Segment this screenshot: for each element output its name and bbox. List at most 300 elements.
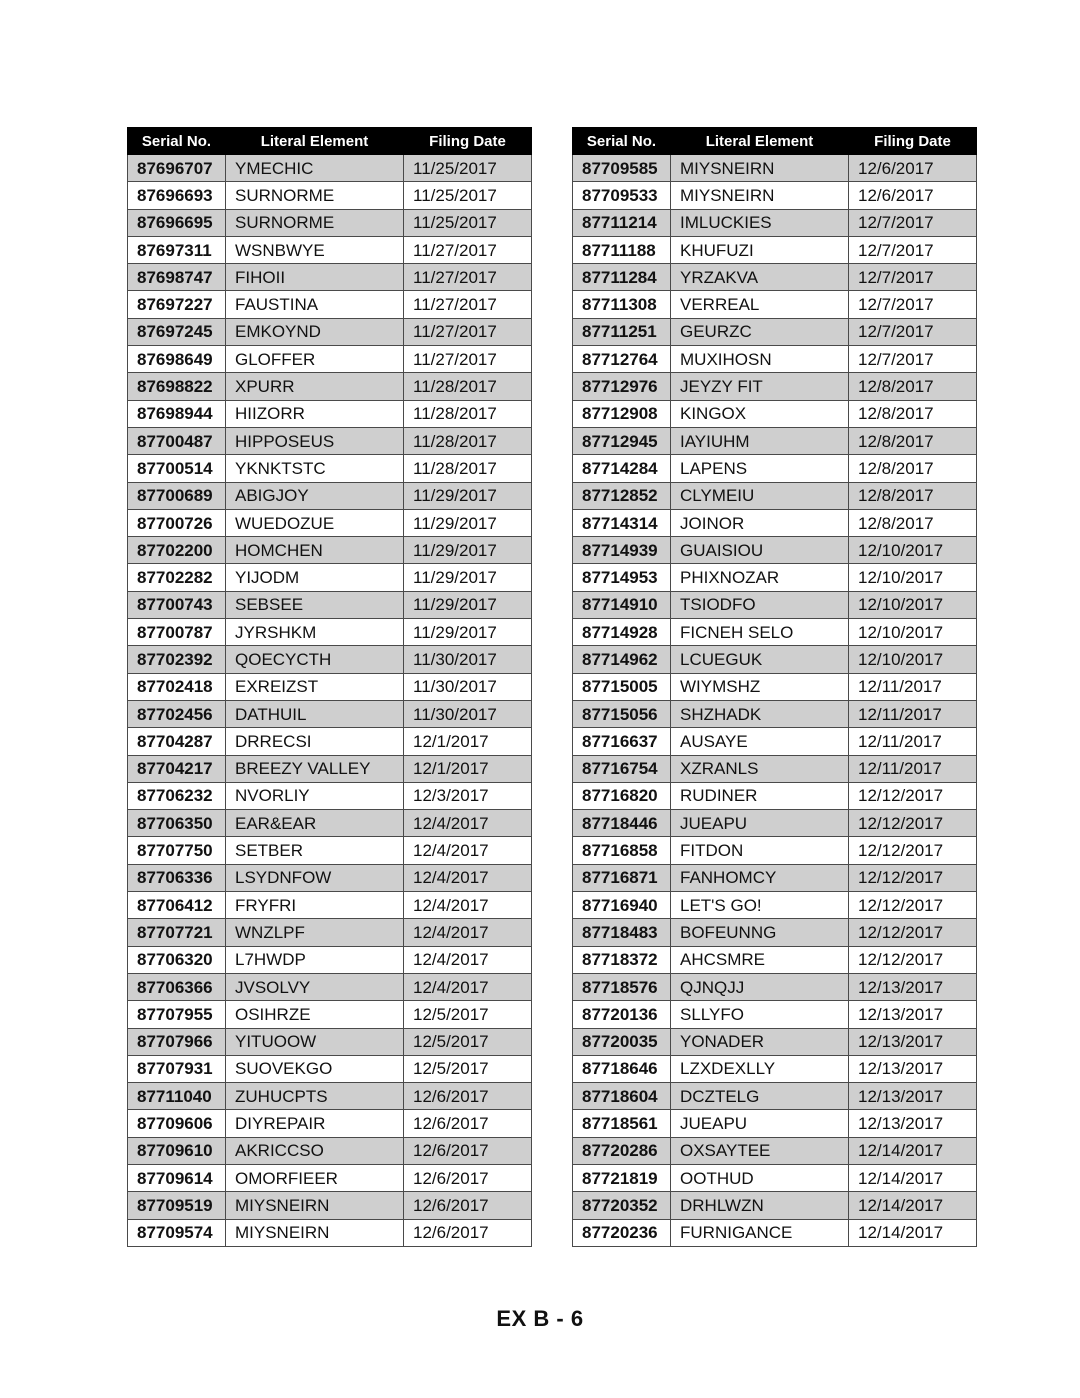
header-serial-no: Serial No. (128, 128, 226, 155)
literal-element-cell: YONADER (671, 1028, 849, 1055)
literal-element-cell: GEURZC (671, 318, 849, 345)
literal-element-cell: SLLYFO (671, 1001, 849, 1028)
serial-number-cell: 87700487 (128, 427, 226, 454)
literal-element-cell: FANHOMCY (671, 864, 849, 891)
table-row (573, 810, 977, 837)
filing-date-cell: 11/27/2017 (404, 346, 532, 373)
literal-element-cell: FIHOII (226, 264, 404, 291)
header-filing-date: Filing Date (849, 128, 977, 155)
table-row (573, 400, 977, 427)
table-row (128, 182, 532, 209)
table-row (573, 1164, 977, 1191)
filing-date-cell: 12/12/2017 (849, 837, 977, 864)
literal-element-cell: GLOFFER (226, 346, 404, 373)
serial-number-cell: 87709614 (128, 1164, 226, 1191)
table-row (573, 1001, 977, 1028)
literal-element-cell: FITDON (671, 837, 849, 864)
table-row (128, 782, 532, 809)
literal-element-cell: JOINOR (671, 509, 849, 536)
literal-element-cell: YIJODM (226, 564, 404, 591)
filing-date-cell: 12/6/2017 (849, 182, 977, 209)
serial-number-cell: 87706336 (128, 864, 226, 891)
literal-element-cell: VERREAL (671, 291, 849, 318)
literal-element-cell: DRRECSI (226, 728, 404, 755)
table-row (128, 291, 532, 318)
filing-date-cell: 12/12/2017 (849, 864, 977, 891)
table-row (573, 591, 977, 618)
filing-date-cell: 12/8/2017 (849, 373, 977, 400)
table-header-row (128, 128, 532, 155)
filing-date-cell: 12/7/2017 (849, 236, 977, 263)
filing-date-cell: 12/4/2017 (404, 892, 532, 919)
filing-date-cell: 12/12/2017 (849, 892, 977, 919)
filing-date-cell: 11/29/2017 (404, 509, 532, 536)
serial-number-cell: 87714953 (573, 564, 671, 591)
filing-date-cell: 11/29/2017 (404, 591, 532, 618)
filing-date-cell: 12/6/2017 (849, 155, 977, 182)
table-row (128, 973, 532, 1000)
serial-number-cell: 87711308 (573, 291, 671, 318)
filing-date-cell: 12/10/2017 (849, 591, 977, 618)
literal-element-cell: DATHUIL (226, 700, 404, 727)
filing-date-cell: 12/6/2017 (404, 1164, 532, 1191)
serial-number-cell: 87700514 (128, 455, 226, 482)
filing-date-cell: 11/28/2017 (404, 427, 532, 454)
table-row (128, 1137, 532, 1164)
table-row (573, 236, 977, 263)
page-footer-exhibit-label: EX B - 6 (496, 1306, 584, 1331)
literal-element-cell: AUSAYE (671, 728, 849, 755)
serial-number-cell: 87704287 (128, 728, 226, 755)
serial-number-cell: 87700787 (128, 619, 226, 646)
literal-element-cell: YMECHIC (226, 155, 404, 182)
table-row (573, 700, 977, 727)
filing-date-cell: 12/12/2017 (849, 782, 977, 809)
filing-date-cell: 12/4/2017 (404, 973, 532, 1000)
serial-number-cell: 87718604 (573, 1083, 671, 1110)
serial-number-cell: 87698822 (128, 373, 226, 400)
serial-number-cell: 87714910 (573, 591, 671, 618)
literal-element-cell: LAPENS (671, 455, 849, 482)
serial-number-cell: 87712764 (573, 346, 671, 373)
serial-number-cell: 87707955 (128, 1001, 226, 1028)
serial-number-cell: 87718646 (573, 1055, 671, 1082)
serial-number-cell: 87698747 (128, 264, 226, 291)
table-row (573, 155, 977, 182)
literal-element-cell: OOTHUD (671, 1164, 849, 1191)
serial-number-cell: 87707931 (128, 1055, 226, 1082)
table-row (573, 782, 977, 809)
serial-number-cell: 87696695 (128, 209, 226, 236)
filing-date-cell: 11/27/2017 (404, 318, 532, 345)
literal-element-cell: WIYMSHZ (671, 673, 849, 700)
filing-date-cell: 11/27/2017 (404, 236, 532, 263)
table-row (128, 700, 532, 727)
serial-number-cell: 87714928 (573, 619, 671, 646)
literal-element-cell: MUXIHOSN (671, 346, 849, 373)
serial-number-cell: 87712852 (573, 482, 671, 509)
filing-date-cell: 11/25/2017 (404, 182, 532, 209)
serial-number-cell: 87714314 (573, 509, 671, 536)
literal-element-cell: SEBSEE (226, 591, 404, 618)
literal-element-cell: TSIODFO (671, 591, 849, 618)
serial-number-cell: 87709610 (128, 1137, 226, 1164)
literal-element-cell: JEYZY FIT (671, 373, 849, 400)
table-row (128, 482, 532, 509)
literal-element-cell: DRHLWZN (671, 1192, 849, 1219)
literal-element-cell: LET'S GO! (671, 892, 849, 919)
table-row (573, 264, 977, 291)
filing-date-cell: 12/8/2017 (849, 482, 977, 509)
filing-date-cell: 11/25/2017 (404, 155, 532, 182)
filing-date-cell: 12/7/2017 (849, 209, 977, 236)
table-row (573, 373, 977, 400)
literal-element-cell: EXREIZST (226, 673, 404, 700)
serial-number-cell: 87706366 (128, 973, 226, 1000)
filing-date-cell: 12/14/2017 (849, 1219, 977, 1246)
serial-number-cell: 87702200 (128, 537, 226, 564)
table-row (573, 1110, 977, 1137)
table-row (573, 1083, 977, 1110)
filing-date-cell: 11/27/2017 (404, 291, 532, 318)
literal-element-cell: HIPPOSEUS (226, 427, 404, 454)
serial-number-cell: 87696707 (128, 155, 226, 182)
table-row (128, 591, 532, 618)
serial-number-cell: 87706412 (128, 892, 226, 919)
literal-element-cell: WUEDOZUE (226, 509, 404, 536)
filing-date-cell: 12/8/2017 (849, 400, 977, 427)
serial-number-cell: 87702456 (128, 700, 226, 727)
table-row (573, 646, 977, 673)
filing-date-cell: 12/5/2017 (404, 1001, 532, 1028)
filing-date-cell: 12/8/2017 (849, 509, 977, 536)
serial-number-cell: 87715005 (573, 673, 671, 700)
serial-number-cell: 87711284 (573, 264, 671, 291)
table-row (128, 892, 532, 919)
table-row (573, 728, 977, 755)
serial-number-cell: 87709606 (128, 1110, 226, 1137)
table-row (573, 755, 977, 782)
serial-number-cell: 87700726 (128, 509, 226, 536)
literal-element-cell: GUAISIOU (671, 537, 849, 564)
literal-element-cell: LSYDNFOW (226, 864, 404, 891)
table-row (573, 318, 977, 345)
filing-date-cell: 11/28/2017 (404, 400, 532, 427)
literal-element-cell: FURNIGANCE (671, 1219, 849, 1246)
table-row (128, 1083, 532, 1110)
table-row (573, 1219, 977, 1246)
serial-number-cell: 87718576 (573, 973, 671, 1000)
filing-date-cell: 12/14/2017 (849, 1192, 977, 1219)
literal-element-cell: FRYFRI (226, 892, 404, 919)
table-row (128, 755, 532, 782)
serial-number-cell: 87718561 (573, 1110, 671, 1137)
serial-number-cell: 87712908 (573, 400, 671, 427)
literal-element-cell: LCUEGUK (671, 646, 849, 673)
filing-date-cell: 12/13/2017 (849, 1028, 977, 1055)
filing-date-cell: 12/8/2017 (849, 455, 977, 482)
table-row (573, 537, 977, 564)
filing-date-cell: 12/10/2017 (849, 646, 977, 673)
table-row (128, 264, 532, 291)
serial-number-cell: 87720035 (573, 1028, 671, 1055)
literal-element-cell: DIYREPAIR (226, 1110, 404, 1137)
serial-number-cell: 87718446 (573, 810, 671, 837)
literal-element-cell: HIIZORR (226, 400, 404, 427)
literal-element-cell: IAYIUHM (671, 427, 849, 454)
serial-number-cell: 87714284 (573, 455, 671, 482)
table-row (573, 1028, 977, 1055)
serial-number-cell: 87715056 (573, 700, 671, 727)
literal-element-cell: MIYSNEIRN (671, 155, 849, 182)
literal-element-cell: OXSAYTEE (671, 1137, 849, 1164)
filing-date-cell: 12/13/2017 (849, 1055, 977, 1082)
literal-element-cell: SHZHADK (671, 700, 849, 727)
table-row (573, 1137, 977, 1164)
trademark-table-right (572, 127, 977, 1247)
filing-date-cell: 11/28/2017 (404, 455, 532, 482)
literal-element-cell: JVSOLVY (226, 973, 404, 1000)
filing-date-cell: 12/12/2017 (849, 810, 977, 837)
filing-date-cell: 12/10/2017 (849, 619, 977, 646)
serial-number-cell: 87716637 (573, 728, 671, 755)
literal-element-cell: ZUHUCPTS (226, 1083, 404, 1110)
table-row (573, 973, 977, 1000)
table-row (573, 291, 977, 318)
serial-number-cell: 87711214 (573, 209, 671, 236)
filing-date-cell: 12/12/2017 (849, 919, 977, 946)
literal-element-cell: MIYSNEIRN (226, 1219, 404, 1246)
serial-number-cell: 87700743 (128, 591, 226, 618)
table-row (128, 209, 532, 236)
serial-number-cell: 87706320 (128, 946, 226, 973)
table-row (128, 837, 532, 864)
filing-date-cell: 12/7/2017 (849, 318, 977, 345)
serial-number-cell: 87707966 (128, 1028, 226, 1055)
serial-number-cell: 87709519 (128, 1192, 226, 1219)
filing-date-cell: 12/6/2017 (404, 1137, 532, 1164)
filing-date-cell: 12/12/2017 (849, 946, 977, 973)
filing-date-cell: 12/13/2017 (849, 1083, 977, 1110)
serial-number-cell: 87706350 (128, 810, 226, 837)
serial-number-cell: 87714962 (573, 646, 671, 673)
table-row (128, 373, 532, 400)
filing-date-cell: 12/11/2017 (849, 728, 977, 755)
serial-number-cell: 87714939 (573, 537, 671, 564)
filing-date-cell: 11/29/2017 (404, 482, 532, 509)
serial-number-cell: 87709585 (573, 155, 671, 182)
filing-date-cell: 12/6/2017 (404, 1192, 532, 1219)
serial-number-cell: 87709574 (128, 1219, 226, 1246)
table-row (128, 509, 532, 536)
serial-number-cell: 87718372 (573, 946, 671, 973)
table-row (573, 182, 977, 209)
literal-element-cell: QJNQJJ (671, 973, 849, 1000)
filing-date-cell: 11/29/2017 (404, 537, 532, 564)
literal-element-cell: EAR&EAR (226, 810, 404, 837)
table-row (573, 346, 977, 373)
table-row (573, 864, 977, 891)
table-row (128, 1055, 532, 1082)
literal-element-cell: YRZAKVA (671, 264, 849, 291)
table-row (128, 455, 532, 482)
literal-element-cell: YITUOOW (226, 1028, 404, 1055)
literal-element-cell: JYRSHKM (226, 619, 404, 646)
literal-element-cell: SETBER (226, 837, 404, 864)
filing-date-cell: 12/5/2017 (404, 1028, 532, 1055)
filing-date-cell: 12/14/2017 (849, 1164, 977, 1191)
table-row (128, 537, 532, 564)
header-filing-date: Filing Date (404, 128, 532, 155)
serial-number-cell: 87697311 (128, 236, 226, 263)
filing-date-cell: 12/7/2017 (849, 264, 977, 291)
table-row (128, 1164, 532, 1191)
literal-element-cell: XZRANLS (671, 755, 849, 782)
literal-element-cell: EMKOYND (226, 318, 404, 345)
filing-date-cell: 12/4/2017 (404, 919, 532, 946)
literal-element-cell: AHCSMRE (671, 946, 849, 973)
table-row (573, 619, 977, 646)
filing-date-cell: 12/13/2017 (849, 1110, 977, 1137)
serial-number-cell: 87709533 (573, 182, 671, 209)
literal-element-cell: RUDINER (671, 782, 849, 809)
literal-element-cell: NVORLIY (226, 782, 404, 809)
serial-number-cell: 87712976 (573, 373, 671, 400)
literal-element-cell: IMLUCKIES (671, 209, 849, 236)
serial-number-cell: 87707721 (128, 919, 226, 946)
serial-number-cell: 87718483 (573, 919, 671, 946)
literal-element-cell: MIYSNEIRN (671, 182, 849, 209)
literal-element-cell: FICNEH SELO (671, 619, 849, 646)
literal-element-cell: CLYMEIU (671, 482, 849, 509)
table-row (128, 673, 532, 700)
filing-date-cell: 12/11/2017 (849, 673, 977, 700)
trademark-table-left (127, 127, 532, 1247)
serial-number-cell: 87716820 (573, 782, 671, 809)
filing-date-cell: 12/4/2017 (404, 864, 532, 891)
filing-date-cell: 12/5/2017 (404, 1055, 532, 1082)
filing-date-cell: 12/14/2017 (849, 1137, 977, 1164)
table-row (573, 919, 977, 946)
serial-number-cell: 87716940 (573, 892, 671, 919)
serial-number-cell: 87716754 (573, 755, 671, 782)
filing-date-cell: 12/7/2017 (849, 291, 977, 318)
literal-element-cell: JUEAPU (671, 810, 849, 837)
serial-number-cell: 87697227 (128, 291, 226, 318)
serial-number-cell: 87704217 (128, 755, 226, 782)
filing-date-cell: 11/27/2017 (404, 264, 532, 291)
literal-element-cell: L7HWDP (226, 946, 404, 973)
serial-number-cell: 87711188 (573, 236, 671, 263)
table-row (128, 728, 532, 755)
serial-number-cell: 87720286 (573, 1137, 671, 1164)
serial-number-cell: 87702418 (128, 673, 226, 700)
table-row (128, 1110, 532, 1137)
table-row (128, 1192, 532, 1219)
filing-date-cell: 12/11/2017 (849, 700, 977, 727)
table-row (128, 346, 532, 373)
filing-date-cell: 11/25/2017 (404, 209, 532, 236)
filing-date-cell: 12/4/2017 (404, 810, 532, 837)
table-row (128, 946, 532, 973)
filing-date-cell: 12/10/2017 (849, 564, 977, 591)
table-row (128, 1219, 532, 1246)
literal-element-cell: WNZLPF (226, 919, 404, 946)
literal-element-cell: DCZTELG (671, 1083, 849, 1110)
table-row (573, 946, 977, 973)
table-row (128, 427, 532, 454)
serial-number-cell: 87700689 (128, 482, 226, 509)
serial-number-cell: 87716858 (573, 837, 671, 864)
header-serial-no: Serial No. (573, 128, 671, 155)
table-row (128, 236, 532, 263)
literal-element-cell: JUEAPU (671, 1110, 849, 1137)
literal-element-cell: ABIGJOY (226, 482, 404, 509)
table-row (128, 318, 532, 345)
literal-element-cell: XPURR (226, 373, 404, 400)
table-row (128, 1001, 532, 1028)
literal-element-cell: BOFEUNNG (671, 919, 849, 946)
literal-element-cell: SUOVEKGO (226, 1055, 404, 1082)
literal-element-cell: YKNKTSTC (226, 455, 404, 482)
serial-number-cell: 87696693 (128, 182, 226, 209)
table-row (128, 1028, 532, 1055)
table-row (573, 837, 977, 864)
serial-number-cell: 87720352 (573, 1192, 671, 1219)
literal-element-cell: MIYSNEIRN (226, 1192, 404, 1219)
literal-element-cell: AKRICCSO (226, 1137, 404, 1164)
literal-element-cell: PHIXNOZAR (671, 564, 849, 591)
filing-date-cell: 12/7/2017 (849, 346, 977, 373)
serial-number-cell: 87698649 (128, 346, 226, 373)
literal-element-cell: QOECYCTH (226, 646, 404, 673)
serial-number-cell: 87702392 (128, 646, 226, 673)
filing-date-cell: 11/29/2017 (404, 619, 532, 646)
filing-date-cell: 11/28/2017 (404, 373, 532, 400)
header-literal-element: Literal Element (671, 128, 849, 155)
filing-date-cell: 12/4/2017 (404, 837, 532, 864)
literal-element-cell: FAUSTINA (226, 291, 404, 318)
filing-date-cell: 12/1/2017 (404, 755, 532, 782)
table-row (128, 646, 532, 673)
table-row (128, 864, 532, 891)
literal-element-cell: HOMCHEN (226, 537, 404, 564)
table-row (573, 427, 977, 454)
filing-date-cell: 12/6/2017 (404, 1219, 532, 1246)
table-row (573, 1192, 977, 1219)
serial-number-cell: 87720236 (573, 1219, 671, 1246)
table-header-row (573, 128, 977, 155)
table-row (128, 400, 532, 427)
table-row (128, 810, 532, 837)
filing-date-cell: 12/6/2017 (404, 1083, 532, 1110)
table-row (573, 1055, 977, 1082)
table-row (573, 455, 977, 482)
filing-date-cell: 12/8/2017 (849, 427, 977, 454)
table-row (573, 673, 977, 700)
table-row (573, 209, 977, 236)
header-literal-element: Literal Element (226, 128, 404, 155)
serial-number-cell: 87721819 (573, 1164, 671, 1191)
serial-number-cell: 87711251 (573, 318, 671, 345)
serial-number-cell: 87698944 (128, 400, 226, 427)
filing-date-cell: 12/4/2017 (404, 946, 532, 973)
serial-number-cell: 87711040 (128, 1083, 226, 1110)
filing-date-cell: 12/1/2017 (404, 728, 532, 755)
literal-element-cell: SURNORME (226, 182, 404, 209)
literal-element-cell: LZXDEXLLY (671, 1055, 849, 1082)
filing-date-cell: 12/10/2017 (849, 537, 977, 564)
